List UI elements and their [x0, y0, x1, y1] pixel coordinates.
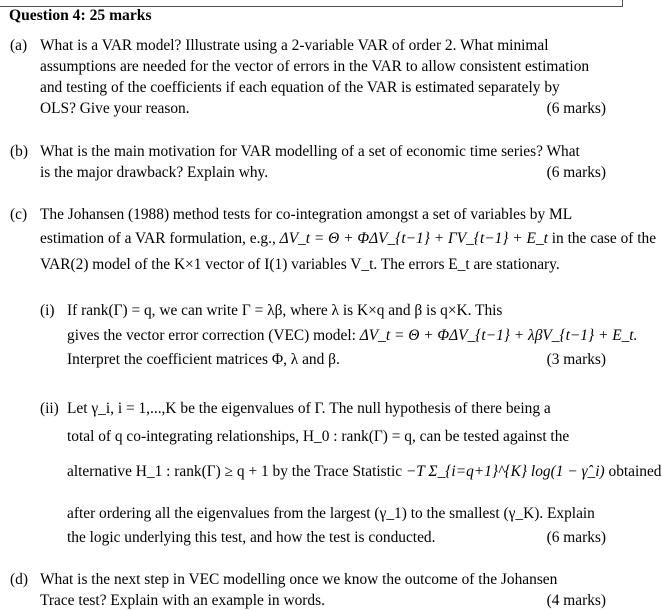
question-title: Question 4: 25 marks — [9, 7, 152, 24]
part-c-label: (c) — [10, 206, 28, 223]
part-b-label: (b) — [10, 143, 28, 160]
part-a-line-3: and testing of the coefficients if each equation of the VAR is estimated separately by — [40, 79, 560, 96]
part-d-label: (d) — [10, 571, 28, 588]
part-d-marks: (4 marks) — [546, 592, 606, 609]
sub-ii-marks: (6 marks) — [546, 529, 606, 546]
sub-ii-line-1: Let γ_i, i = 1,...,K be the eigenvalues of Γ. The null hypothesis of there being a — [67, 400, 551, 417]
part-c-line-2-tail: in the case of the — [547, 230, 657, 247]
part-c-line-1: The Johansen (1988) method tests for co-integration amongst a set of variables by ML — [40, 206, 573, 223]
sub-i-marks: (3 marks) — [546, 351, 606, 368]
sub-ii-label: (ii) — [40, 400, 59, 417]
sub-ii-line-4: after ordering all the eigenvalues from the largest (γ_1) to the smallest (γ_K). Explain — [67, 505, 595, 522]
part-a-label: (a) — [10, 37, 28, 54]
part-a-line-4: OLS? Give your reason. — [40, 100, 190, 117]
sub-i-line-3: Interpret the coefficient matrices Φ, λ and β. — [67, 351, 340, 368]
sub-ii-line-3-text: alternative H_1 : rank(Γ) ≥ q + 1 by the Trace Statistic — [67, 463, 406, 480]
part-c-line-2 — [40, 230, 656, 248]
part-a-line-1: What is a VAR model? Illustrate using a 2-variable VAR of order 2. What minimal — [40, 37, 549, 54]
sub-ii-line-2: total of q co-integrating relationships, H_0 : rank(Γ) = q, can be tested against the — [67, 428, 570, 445]
sub-i-line-2-text: gives the vector error correction (VEC) model: — [67, 327, 360, 344]
part-a-marks: (6 marks) — [546, 100, 606, 117]
var2-equation: ΔV_t = Θ + ΦΔV_{t−1} + ΓV_{t−1} + E_t — [279, 230, 548, 247]
part-d-line-2: Trace test? Explain with an example in words. — [40, 592, 325, 609]
part-d-line-1: What is the next step in VEC modelling once we know the outcome of the Johansen — [40, 571, 558, 588]
sub-ii-line-3 — [67, 463, 662, 481]
sub-ii-line-5: the logic underlying this test, and how the test is conducted. — [67, 529, 436, 546]
part-c-line-3: VAR(2) model of the K×1 vector of I(1) variables V_t. The errors E_t are stationary. — [40, 256, 560, 273]
sub-ii-line-3-tail: obtained — [604, 463, 662, 480]
vec-equation: ΔV_t = Θ + ΦΔV_{t−1} + λβV_{t−1} + E_t. — [359, 327, 638, 344]
part-b-marks: (6 marks) — [546, 164, 606, 181]
sub-i-line-1: If rank(Γ) = q, we can write Γ = λβ, where λ is K×q and β is q×K. This — [67, 302, 503, 319]
part-c-line-2-text: estimation of a VAR formulation, e.g., — [40, 230, 280, 247]
top-border — [0, 0, 623, 7]
part-b-line-1: What is the main motivation for VAR modelling of a set of economic time series? What — [40, 143, 580, 160]
sub-i-line-2 — [67, 327, 637, 345]
part-a-line-2: assumptions are needed for the vector of errors in the VAR to allow consistent estimation — [40, 58, 590, 75]
sub-i-label: (i) — [40, 302, 55, 319]
trace-statistic: −T Σ_{i=q+1}^{K} log(1 − γ̂_i) — [405, 463, 605, 480]
part-b-line-2: is the major drawback? Explain why. — [40, 164, 269, 181]
